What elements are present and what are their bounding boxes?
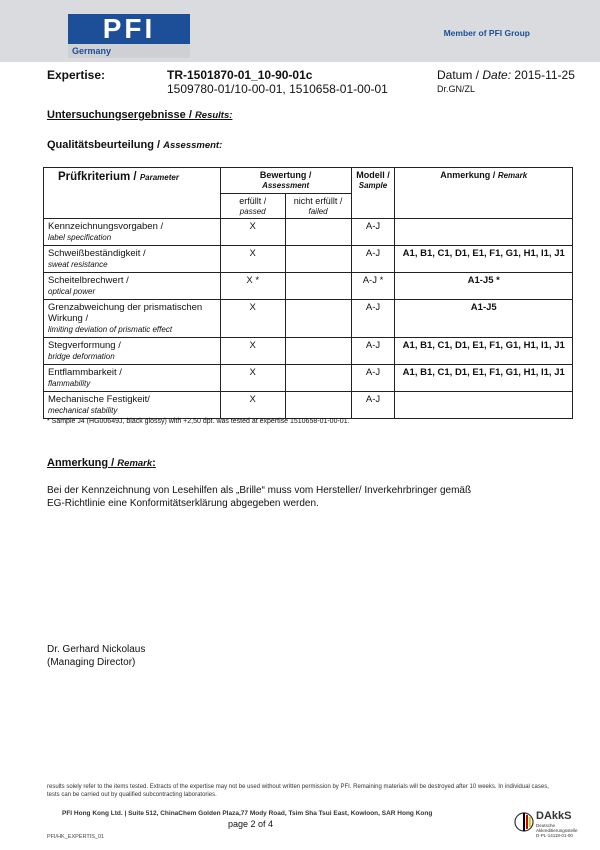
header-passed: erfüllt / passed [220, 194, 285, 219]
expertise-label: Expertise: [47, 68, 106, 82]
header-remark: Anmerkung / Remark [395, 168, 573, 219]
signer-role: (Managing Director) [47, 657, 136, 668]
header-assessment: Bewertung / Assessment [220, 168, 351, 194]
header-failed: nicht erfüllt / failed [285, 194, 351, 219]
results-heading: Untersuchungsergebnisse / Results: [47, 109, 233, 121]
member-text: Member of PFI Group [443, 28, 530, 38]
table-row: Grenzabweichung der prismatischen Wirkung / limiting deviation of prismatic effect X A-J A1-J5 [44, 300, 573, 338]
signer-name: Dr. Gerhard Nickolaus [47, 644, 146, 655]
remark-heading: Anmerkung / Remark: [47, 457, 156, 469]
author-code: Dr.GN/ZL [437, 84, 476, 94]
remark-text: Bei der Kennzeichnung von Lesehilfen als „Brille“ muss vom Hersteller/ Inverkehrbringer gemäß EG-Richtlinie eine Konformitätserklärung abgegeben werden. [47, 485, 472, 509]
table-row: Scheitelbrechwert / optical power X * A-J * A1-J5 * [44, 273, 573, 300]
results-table [43, 167, 573, 419]
dakks-emblem-icon [514, 810, 534, 834]
form-id: PFI/HK_EXPERTIS_01 [47, 834, 105, 840]
table-row: Schweißbeständigkeit / sweat resistance X A-J A1, B1, C1, D1, E1, F1, G1, H1, I1, J1 [44, 246, 573, 273]
header-sample: Modell / Sample [351, 168, 395, 219]
expertise-number: TR-1501870-01_10-90-01c [167, 68, 313, 82]
table-row: Kennzeichnungsvorgaben / label specification X A-J [44, 219, 573, 246]
footer-address: PFI Hong Kong Ltd. | Suite 512, ChinaChem Golden Plaza,77 Mody Road, Tsim Sha Tsui East, Kowloon, SAR Hong Kong [62, 810, 433, 817]
footer-disclaimer: results solely refer to the items tested. Extracts of the expertise may not be used without written permission by PFI. Remaining materials will be destroyed after 10 weeks. In individual cases, tests can be carried out by qualified subcontracting laboratories. [47, 784, 549, 798]
table-row: Stegverformung / bridge deformation X A-J A1, B1, C1, D1, E1, F1, G1, H1, I1, J1 [44, 338, 573, 365]
table-footnote: * Sample J4 (HG00649J, black glossy) with +2,50 dpt. was tested at expertise 1510658-01-00-01. [47, 418, 350, 425]
signature-block [47, 643, 145, 669]
table-row: Entflammbarkeit / flammability X A-J A1, B1, C1, D1, E1, F1, G1, H1, I1, J1 [44, 365, 573, 392]
page-number: page 2 of 4 [228, 819, 274, 829]
header-parameter: Prüfkriterium / Parameter [44, 168, 221, 219]
assessment-heading: Qualitätsbeurteilung / Assessment: [47, 139, 223, 151]
table-row: Mechanische Festigkeit/ mechanical stability X A-J [44, 392, 573, 419]
pfi-logo: PFI Germany [68, 14, 190, 58]
date-line: Datum / Date: 2015-11-25 [437, 68, 575, 82]
dakks-logo: DAkkS Deutsche Akkreditierungsstelle D-PL-14118-01-00 [514, 808, 580, 846]
expertise-refs: 1509780-01/10-00-01, 1510658-01-00-01 [167, 82, 388, 96]
